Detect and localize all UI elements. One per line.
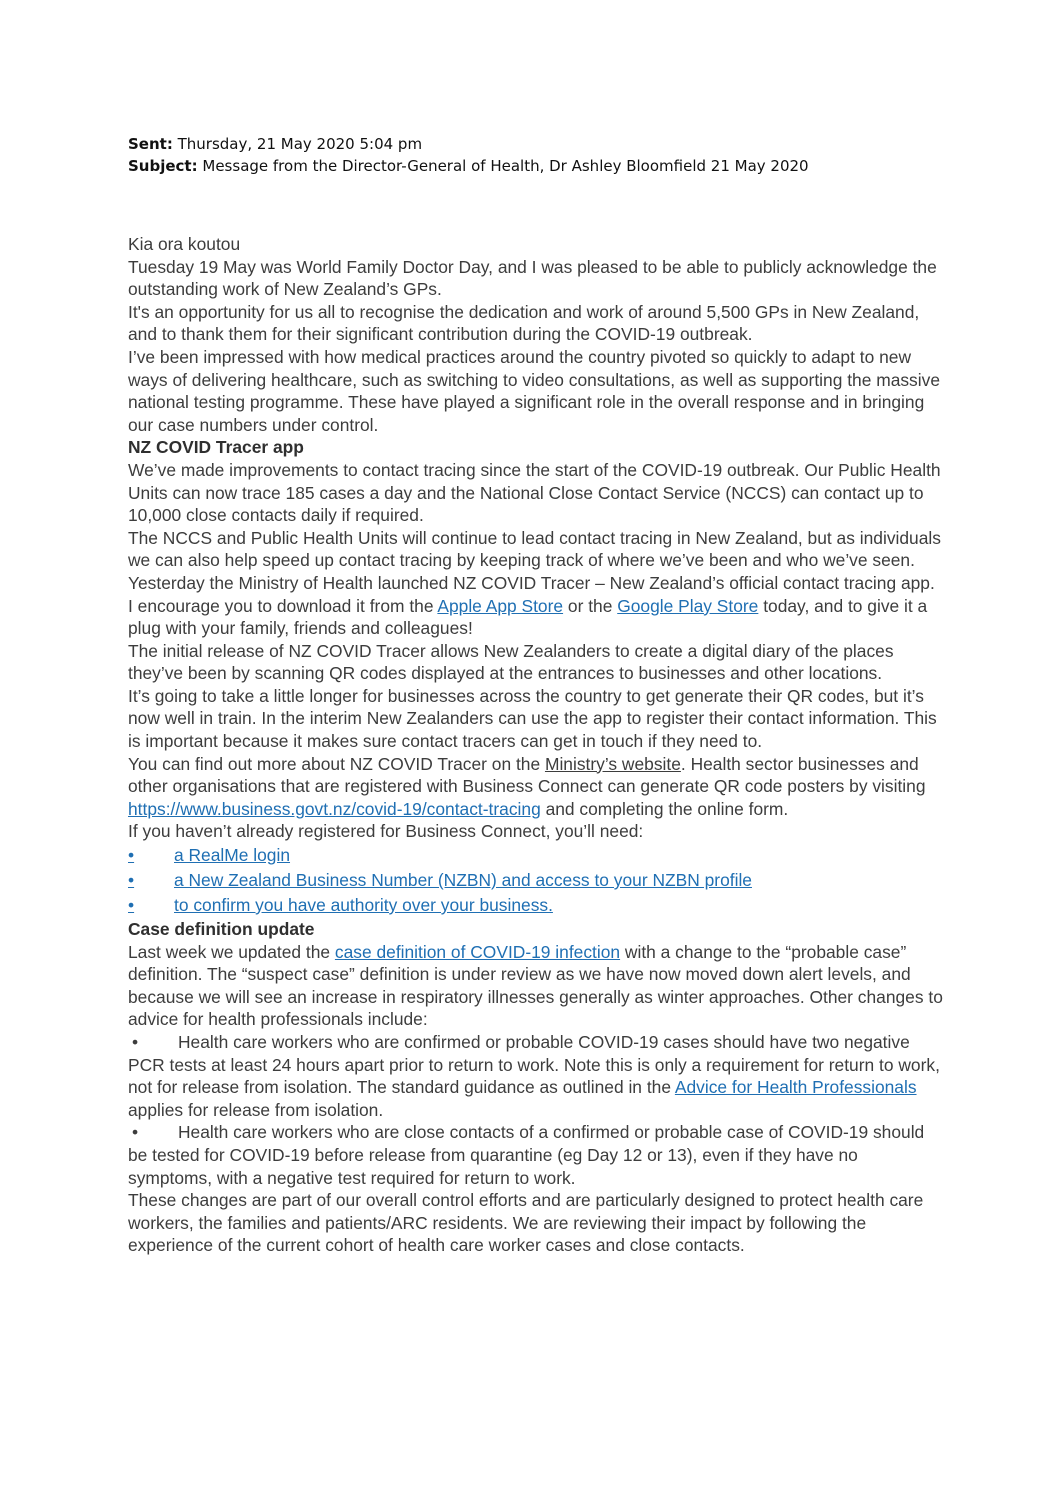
list-item-link[interactable]: a RealMe login [174,845,291,866]
email-header [128,133,948,177]
sent-label: Sent: [128,135,173,153]
paragraph-tracing-improvements: We’ve made improvements to contact tracing since the start of the COVID-19 outbreak. Our Public Health Units can now trace 185 cases a day and the National Close Contact Service (NCCS) can contact up to 10,000 close contacts daily if required. [128,459,941,526]
bullet-icon: • [128,845,135,866]
business-govt-link[interactable]: https://www.business.govt.nz/covid-19/contact-tracing [128,798,541,819]
app-launch-text-end: today, and to give it a plug with your family, friends and colleagues! [128,595,928,639]
case-def-text-end: with a change to the “probable case” definition. The “suspect case” definition is under review as we have now moved down alert levels, and because we will see an increase in respiratory illnesses generally as winter approaches. Other changes to advice for health professionals include: [128,941,943,1030]
email-body [128,233,943,1257]
find-out-text-end: and completing the online form. [540,798,789,819]
paragraph-gp-thanks: It's an opportunity for us all to recognise the dedication and work of around 5,500 GPs in New Zealand, and to thank them for their significant contribution during the COVID-19 outbreak. [128,301,920,345]
list-item-link[interactable]: a New Zealand Business Number (NZBN) and access to your NZBN profile [174,870,752,891]
paragraph-qr-codes: It’s going to take a little longer for businesses across the country to get generate their QR codes, but it’s now well in train. In the interim New Zealanders can use the app to register their contact information. This is important because it makes sure contact tracers can get in touch if they need to. [128,685,937,752]
paragraph-case-definition [128,941,943,1031]
heading-tracer-app: NZ COVID Tracer app [128,437,304,458]
bullet-paragraph-close-contacts [128,1121,943,1189]
sent-value: Thursday, 21 May 2020 5:04 pm [177,135,423,153]
paragraph-practices: I’ve been impressed with how medical practices around the country pivoted so quickly to adapt to new ways of delivering healthcare, such as switching to video consultations, as well as supporting the massive national testing programme. These have played a significant role in the overall response and in bringing our case numbers under control. [128,346,940,435]
case-def-text: Last week we updated the [128,941,335,962]
ministry-website-link[interactable]: Ministry’s website [544,753,681,774]
app-launch-text: Yesterday the Ministry of Health launched NZ COVID Tracer – New Zealand’s official contact tracing app. I encourage you to download it from the [128,572,935,616]
list-item-link[interactable]: to confirm you have authority over your business. [174,895,553,916]
app-launch-text-or: or the [563,595,618,616]
requirements-list [128,843,943,918]
greeting: Kia ora koutou [128,234,241,254]
bullet-icon: • [128,870,135,891]
paragraph-gp-day: Tuesday 19 May was World Family Doctor Day, and I was pleased to be able to publicly acknowledge the outstanding work of New Zealand’s GPs. [128,256,937,300]
paragraph-app-launch [128,572,943,640]
bullet-paragraph-confirmed [128,1031,943,1121]
bullet-icon: • [128,895,135,916]
subject-value: Message from the Director-General of Health, Dr Ashley Bloomfield 21 May 2020 [202,157,809,175]
subject-label: Subject: [128,157,198,175]
confirmed-text-end: applies for release from isolation. [128,1099,384,1120]
bullet-icon: • [132,1032,139,1052]
bullet-icon: • [132,1122,139,1143]
find-out-text-mid: . Health sector businesses and other organisations that are registered with Business Connect can generate QR code posters by visiting [128,753,926,797]
paragraph-control-efforts: These changes are part of our overall control efforts and are particularly designed to protect health care workers, the families and patients/ARC residents. We are reviewing their impact by following the experience of the current cohort of health care worker cases and close contacts. [128,1190,924,1256]
google-play-store-link[interactable]: Google Play Store [617,595,759,616]
heading-case-definition: Case definition update [128,919,315,940]
confirmed-text: Health care workers who are confirmed or probable COVID-19 cases should have two negative PCR tests at least 24 hours apart prior to return to work. Note this is only a requirement for return to work, not for release from isolation. The standard guidance as outlined in the [128,1032,940,1098]
close-contacts-text: Health care workers who are close contacts of a confirmed or probable case of COVID-19 should be tested for COVID-19 before release from quarantine (eg Day 12 or 13), even if they have no symptoms, with a negative test required for return to work. [128,1122,925,1188]
apple-app-store-link[interactable]: Apple App Store [437,595,564,616]
subject-line [128,155,948,177]
sent-line [128,133,948,155]
paragraph-business-connect: If you haven’t already registered for Business Connect, you’ll need: [128,821,644,842]
paragraph-digital-diary: The initial release of NZ COVID Tracer allows New Zealanders to create a digital diary of the places they’ve been by scanning QR codes displayed at the entrances to businesses and other locations. [128,640,894,684]
case-definition-link[interactable]: case definition of COVID-19 infection [334,941,621,962]
find-out-text: You can find out more about NZ COVID Tracer on the [128,753,545,774]
list-item[interactable] [128,843,943,868]
advice-health-professionals-link[interactable]: Advice for Health Professionals [674,1077,917,1098]
paragraph-nccs: The NCCS and Public Health Units will continue to lead contact tracing in New Zealand, but as individuals we can also help speed up contact tracing by keeping track of where we’ve been and who we’ve seen. [128,527,941,571]
list-item[interactable] [128,893,943,918]
paragraph-find-out-more [128,753,943,821]
list-item[interactable] [128,868,943,893]
